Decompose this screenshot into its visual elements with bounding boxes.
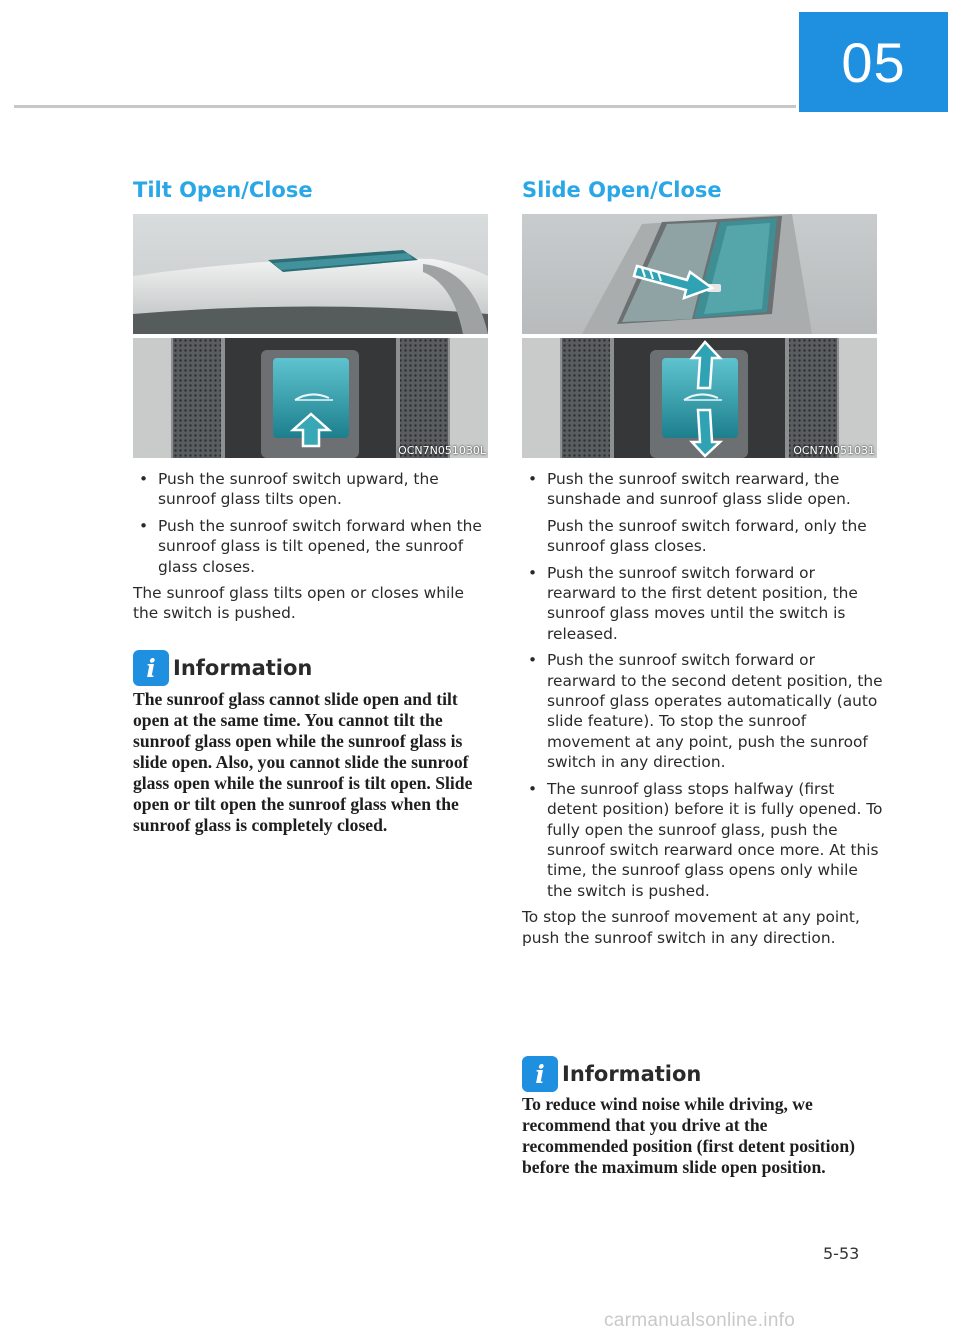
figure-slide: [522, 214, 877, 458]
section-title-tilt: Tilt Open/Close: [133, 178, 313, 202]
watermark[interactable]: carmanualsonline.info: [604, 1310, 796, 1331]
info-title: Information: [173, 656, 313, 680]
list-item: • Push the sunroof switch forward when the sunroof glass is tilt opened, the sunroof glass closes.: [133, 516, 493, 577]
info-text: The sunroof glass cannot slide open and tilt open at the same time. You cannot tilt the sunroof glass open while the sunroof glass is slide open. Also, you cannot slide the sunroof glass open while the sunroof is tilt open. Slide open or tilt open the sunroof glass when the sunroof glass is completely closed.: [133, 689, 473, 835]
figure-code: OCN7N051030L: [398, 444, 486, 457]
tilt-body: [133, 469, 493, 624]
section-title-slide: Slide Open/Close: [522, 178, 722, 202]
list-item: • Push the sunroof switch upward, the sunroof glass tilts open.: [133, 469, 493, 510]
info-icon: i: [522, 1056, 558, 1092]
slide-body: [522, 469, 887, 948]
figure-tilt: [133, 214, 488, 458]
page-number: 5-53: [823, 1244, 860, 1263]
header-rule: [14, 105, 796, 108]
list-item: • Push the sunroof switch rearward, the sunshade and sunroof glass slide open. Push the sunroof switch forward, only the sunroof glass closes.: [522, 469, 887, 557]
sunroof-slide-illustration: [522, 214, 877, 334]
info-text: To reduce wind noise while driving, we recommend that you drive at the recommended position (first detent position) before the maximum slide open position.: [522, 1094, 855, 1177]
info-header: [133, 650, 312, 686]
roof-illustration: [133, 214, 488, 334]
paragraph: To stop the sunroof movement at any point, push the sunroof switch in any direction.: [522, 908, 860, 947]
info-icon: i: [133, 650, 169, 686]
chapter-tab: 05: [799, 12, 948, 112]
list-item: • Push the sunroof switch forward or rearward to the first detent position, the sunroof glass moves until the switch is released.: [522, 563, 887, 645]
list-item: • The sunroof glass stops halfway (first detent position) before it is fully opened. To fully open the sunroof glass, push the sunroof switch rearward once more. At this time, the sunroof glass opens only while the switch is pushed.: [522, 779, 887, 901]
paragraph: The sunroof glass tilts open or closes while the switch is pushed.: [133, 584, 464, 623]
switch-illustration: [133, 338, 488, 458]
list-item: • Push the sunroof switch forward or rearward to the second detent position, the sunroof glass operates automatically (auto slide feature). To stop the sunroof movement at any point, push the sunroof switch in any direction.: [522, 650, 887, 772]
switch-illustration: [522, 338, 877, 458]
info-header: [522, 1056, 701, 1092]
figure-code: OCN7N051031: [793, 444, 875, 457]
info-title: Information: [562, 1062, 702, 1086]
